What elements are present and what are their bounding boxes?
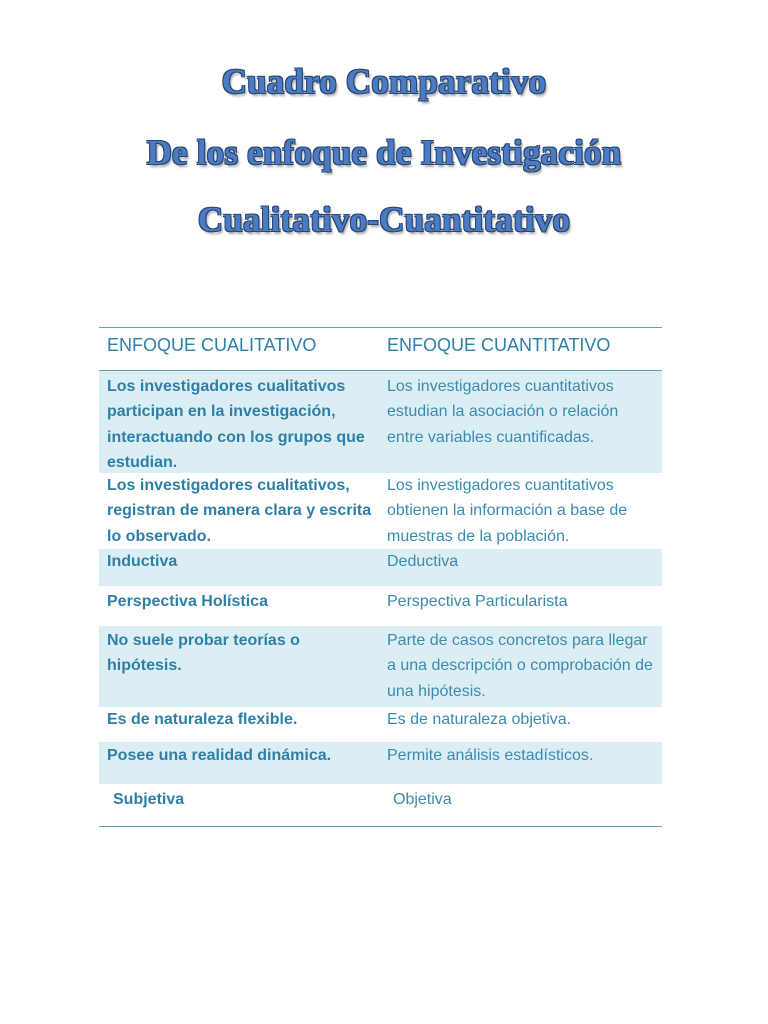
- cell-cualitativo: Perspectiva Holística: [107, 593, 268, 610]
- table-row: [99, 549, 662, 586]
- cell-cuantitativo: Deductiva: [387, 553, 459, 570]
- table-row: [99, 626, 662, 707]
- table-row: [99, 586, 662, 626]
- cell-cuantitativo: Perspectiva Particularista: [387, 593, 568, 610]
- title-line-2: De los enfoque de Investigación: [146, 133, 622, 172]
- cell-cualitativo: Los investigadores cualitativos participan en la investigación, interactuando con los grupos que estudian.: [107, 378, 365, 472]
- comparison-table: [99, 327, 662, 827]
- cell-cuantitativo: Los investigadores cuantitativos obtienen la información a base de muestras de la población.: [387, 477, 628, 545]
- cell-cualitativo: Inductiva: [107, 553, 178, 570]
- cell-cualitativo: No suele probar teorías o hipótesis.: [107, 632, 300, 675]
- cell-cualitativo: Posee una realidad dinámica.: [107, 747, 332, 764]
- title-line-3: Cualitativo-Cuantitativo: [197, 200, 571, 239]
- table-row: [99, 473, 662, 549]
- table-row: [99, 371, 662, 473]
- cell-cuantitativo: Es de naturaleza objetiva.: [387, 711, 572, 728]
- title-line-1: Cuadro Comparativo: [221, 62, 547, 101]
- header-cualitativo: ENFOQUE CUALITATIVO: [107, 335, 317, 355]
- cell-cualitativo: Subjetiva: [113, 791, 185, 808]
- header-cuantitativo: ENFOQUE CUANTITATIVO: [387, 335, 611, 355]
- table-header-row: [99, 328, 662, 371]
- cell-cuantitativo: Objetiva: [393, 791, 452, 808]
- cell-cuantitativo: Los investigadores cuantitativos estudian la asociación o relación entre variables cuantificadas.: [387, 378, 619, 446]
- cell-cuantitativo: Permite análisis estadísticos.: [387, 747, 594, 764]
- table-row: [99, 784, 662, 826]
- table-row: [99, 742, 662, 784]
- cell-cuantitativo: Parte de casos concretos para llegar a una descripción o comprobación de una hipótesis.: [387, 632, 653, 700]
- cell-cualitativo: Es de naturaleza flexible.: [107, 711, 298, 728]
- cell-cualitativo: Los investigadores cualitativos, registran de manera clara y escrita lo observado.: [107, 477, 372, 545]
- table-row: [99, 707, 662, 742]
